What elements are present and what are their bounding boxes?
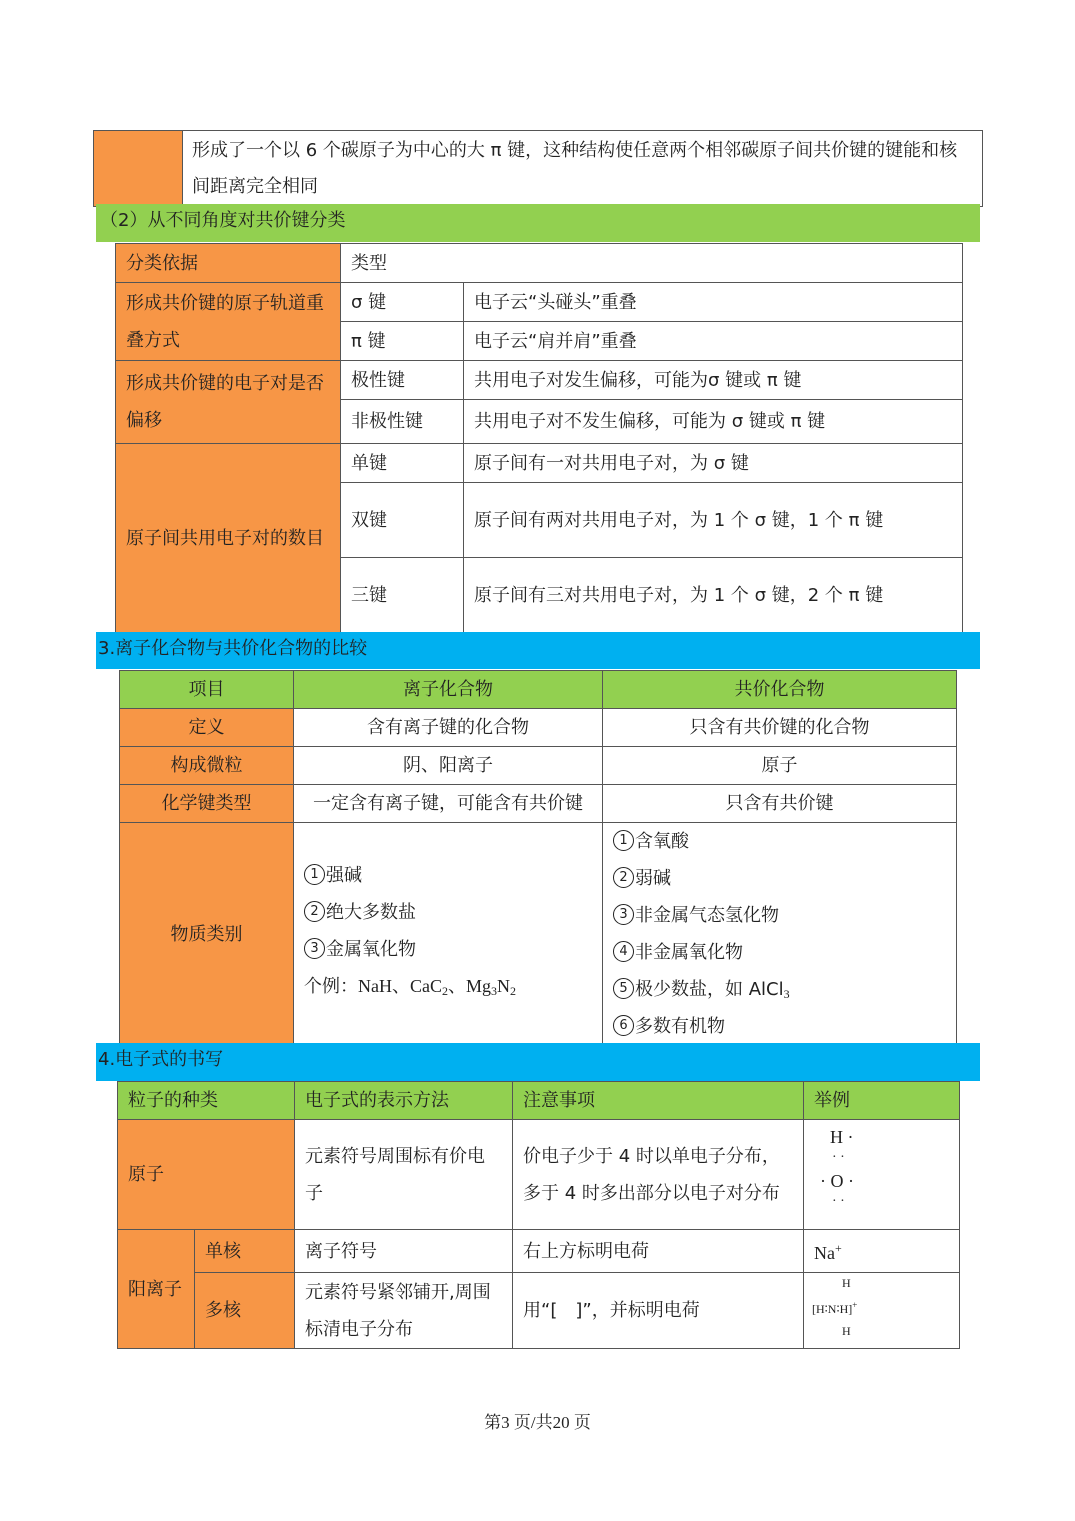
poly-note: 用“[ ]”，并标明电荷 xyxy=(513,1273,804,1349)
def-covalent: 只含有共价键的化合物 xyxy=(603,709,957,747)
particle-label: 构成微粒 xyxy=(120,747,294,785)
oxygen-electron-dot: · O · xyxy=(820,1170,854,1191)
pi-bond: π 键 xyxy=(341,322,464,361)
sigma-desc: 电子云“头碰头”重叠 xyxy=(464,283,963,322)
header-type: 类型 xyxy=(341,244,963,283)
circled-number: 4 xyxy=(613,941,634,962)
double-desc: 原子间有两对共用电子对，为 1 个 σ 键，1 个 π 键 xyxy=(464,483,963,558)
top-table xyxy=(93,130,983,207)
mono-method: 离子符号 xyxy=(295,1230,513,1273)
category-label: 物质类别 xyxy=(120,823,294,1046)
mono-example: Na+ xyxy=(804,1230,960,1273)
def-label: 定义 xyxy=(120,709,294,747)
triple-desc: 原子间有三对共用电子对，为 1 个 σ 键，2 个 π 键 xyxy=(464,558,963,634)
mono-note: 右上方标明电荷 xyxy=(513,1230,804,1273)
particle-covalent: 原子 xyxy=(603,747,957,785)
mono-label: 单核 xyxy=(195,1230,295,1273)
covalent-item-5: 5 极少数盐，如 AlCl$_3$ xyxy=(613,971,946,1008)
particle-ionic: 阴、阳离子 xyxy=(294,747,603,785)
hydrogen-electron-dot: H · xyxy=(830,1126,854,1147)
atom-example: H · · · · O · · · xyxy=(804,1120,960,1230)
col-ionic: 离子化合物 xyxy=(294,671,603,709)
bond-covalent: 只含有共价键 xyxy=(603,785,957,823)
circled-number: 1 xyxy=(304,864,325,885)
poly-method: 元素符号紧邻铺开,周围标清电子分布 xyxy=(295,1273,513,1349)
circled-number: 2 xyxy=(613,867,634,888)
triple-bond: 三键 xyxy=(341,558,464,634)
col-method: 电子式的表示方法 xyxy=(295,1082,513,1120)
ionic-item-1: 1 强碱 xyxy=(304,857,592,894)
polar-bond: 极性键 xyxy=(341,361,464,400)
circled-number: 2 xyxy=(304,901,325,922)
def-ionic: 含有离子键的化合物 xyxy=(294,709,603,747)
overlap-label: 形成共价键的原子轨道重叠方式 xyxy=(116,283,341,361)
circled-number: 5 xyxy=(613,978,634,999)
covalent-item-6: 6 多数有机物 xyxy=(613,1008,946,1045)
sigma-bond: σ 键 xyxy=(341,283,464,322)
col-example: 举例 xyxy=(804,1082,960,1120)
pi-desc: 电子云“肩并肩”重叠 xyxy=(464,322,963,361)
bond-classification-table xyxy=(115,243,963,634)
section2-heading: （2）从不同角度对共价键分类 xyxy=(96,204,980,242)
ionic-categories xyxy=(294,823,603,1046)
circled-number: 3 xyxy=(304,938,325,959)
circled-number: 3 xyxy=(613,904,634,925)
section4-heading: 4.电子式的书写 xyxy=(96,1043,980,1081)
circled-number: 6 xyxy=(613,1015,634,1036)
header-basis: 分类依据 xyxy=(116,244,341,283)
covalent-item-1: 1 含氧酸 xyxy=(613,823,946,860)
covalent-item-2: 2 弱碱 xyxy=(613,860,946,897)
atom-note: 价电子少于 4 时以单电子分布，多于 4 时多出部分以电子对分布 xyxy=(513,1120,804,1230)
poly-label: 多核 xyxy=(195,1273,295,1349)
count-label: 原子间共用电子对的数目 xyxy=(116,444,341,634)
col-kind: 粒子的种类 xyxy=(118,1082,295,1120)
double-bond: 双键 xyxy=(341,483,464,558)
single-bond: 单键 xyxy=(341,444,464,483)
covalent-item-4: 4 非金属氧化物 xyxy=(613,934,946,971)
shift-label: 形成共价键的电子对是否偏移 xyxy=(116,361,341,444)
atom-method: 元素符号周围标有价电子 xyxy=(295,1120,513,1230)
covalent-categories xyxy=(603,823,957,1046)
atom-label: 原子 xyxy=(118,1120,295,1230)
col-item: 项目 xyxy=(120,671,294,709)
col-covalent: 共价化合物 xyxy=(603,671,957,709)
single-desc: 原子间有一对共用电子对，为 σ 键 xyxy=(464,444,963,483)
circled-number: 1 xyxy=(613,830,634,851)
ammonium-example: H [H∶N∶H]+ H xyxy=(804,1273,960,1349)
top-left-cell xyxy=(94,131,183,207)
section3-heading: 3.离子化合物与共价化合物的比较 xyxy=(96,632,980,669)
polar-desc: 共用电子对发生偏移，可能为σ 键或 π 键 xyxy=(464,361,963,400)
ionic-example: 个例：NaH、CaC$_2$、$Mg_3N_2$ xyxy=(304,976,517,998)
electron-formula-table xyxy=(117,1081,960,1349)
covalent-item-3: 3 非金属气态氢化物 xyxy=(613,897,946,934)
bond-label: 化学键类型 xyxy=(120,785,294,823)
page-footer: 第3 页/共20 页 xyxy=(484,1413,591,1432)
bond-ionic: 一定含有离子键，可能含有共价键 xyxy=(294,785,603,823)
cation-label: 阳离子 xyxy=(118,1230,195,1349)
ionic-item-2: 2 绝大多数盐 xyxy=(304,894,592,931)
nonpolar-desc: 共用电子对不发生偏移，可能为 σ 键或 π 键 xyxy=(464,400,963,444)
ionic-item-3: 3 金属氧化物 xyxy=(304,931,592,968)
col-note: 注意事项 xyxy=(513,1082,804,1120)
top-row-text: 形成了一个以 6 个碳原子为中心的大 π 键，这种结构使任意两个相邻碳原子间共价键的键能和核间距离完全相同 xyxy=(183,131,983,207)
nonpolar-bond: 非极性键 xyxy=(341,400,464,444)
compound-comparison-table xyxy=(119,670,957,1046)
